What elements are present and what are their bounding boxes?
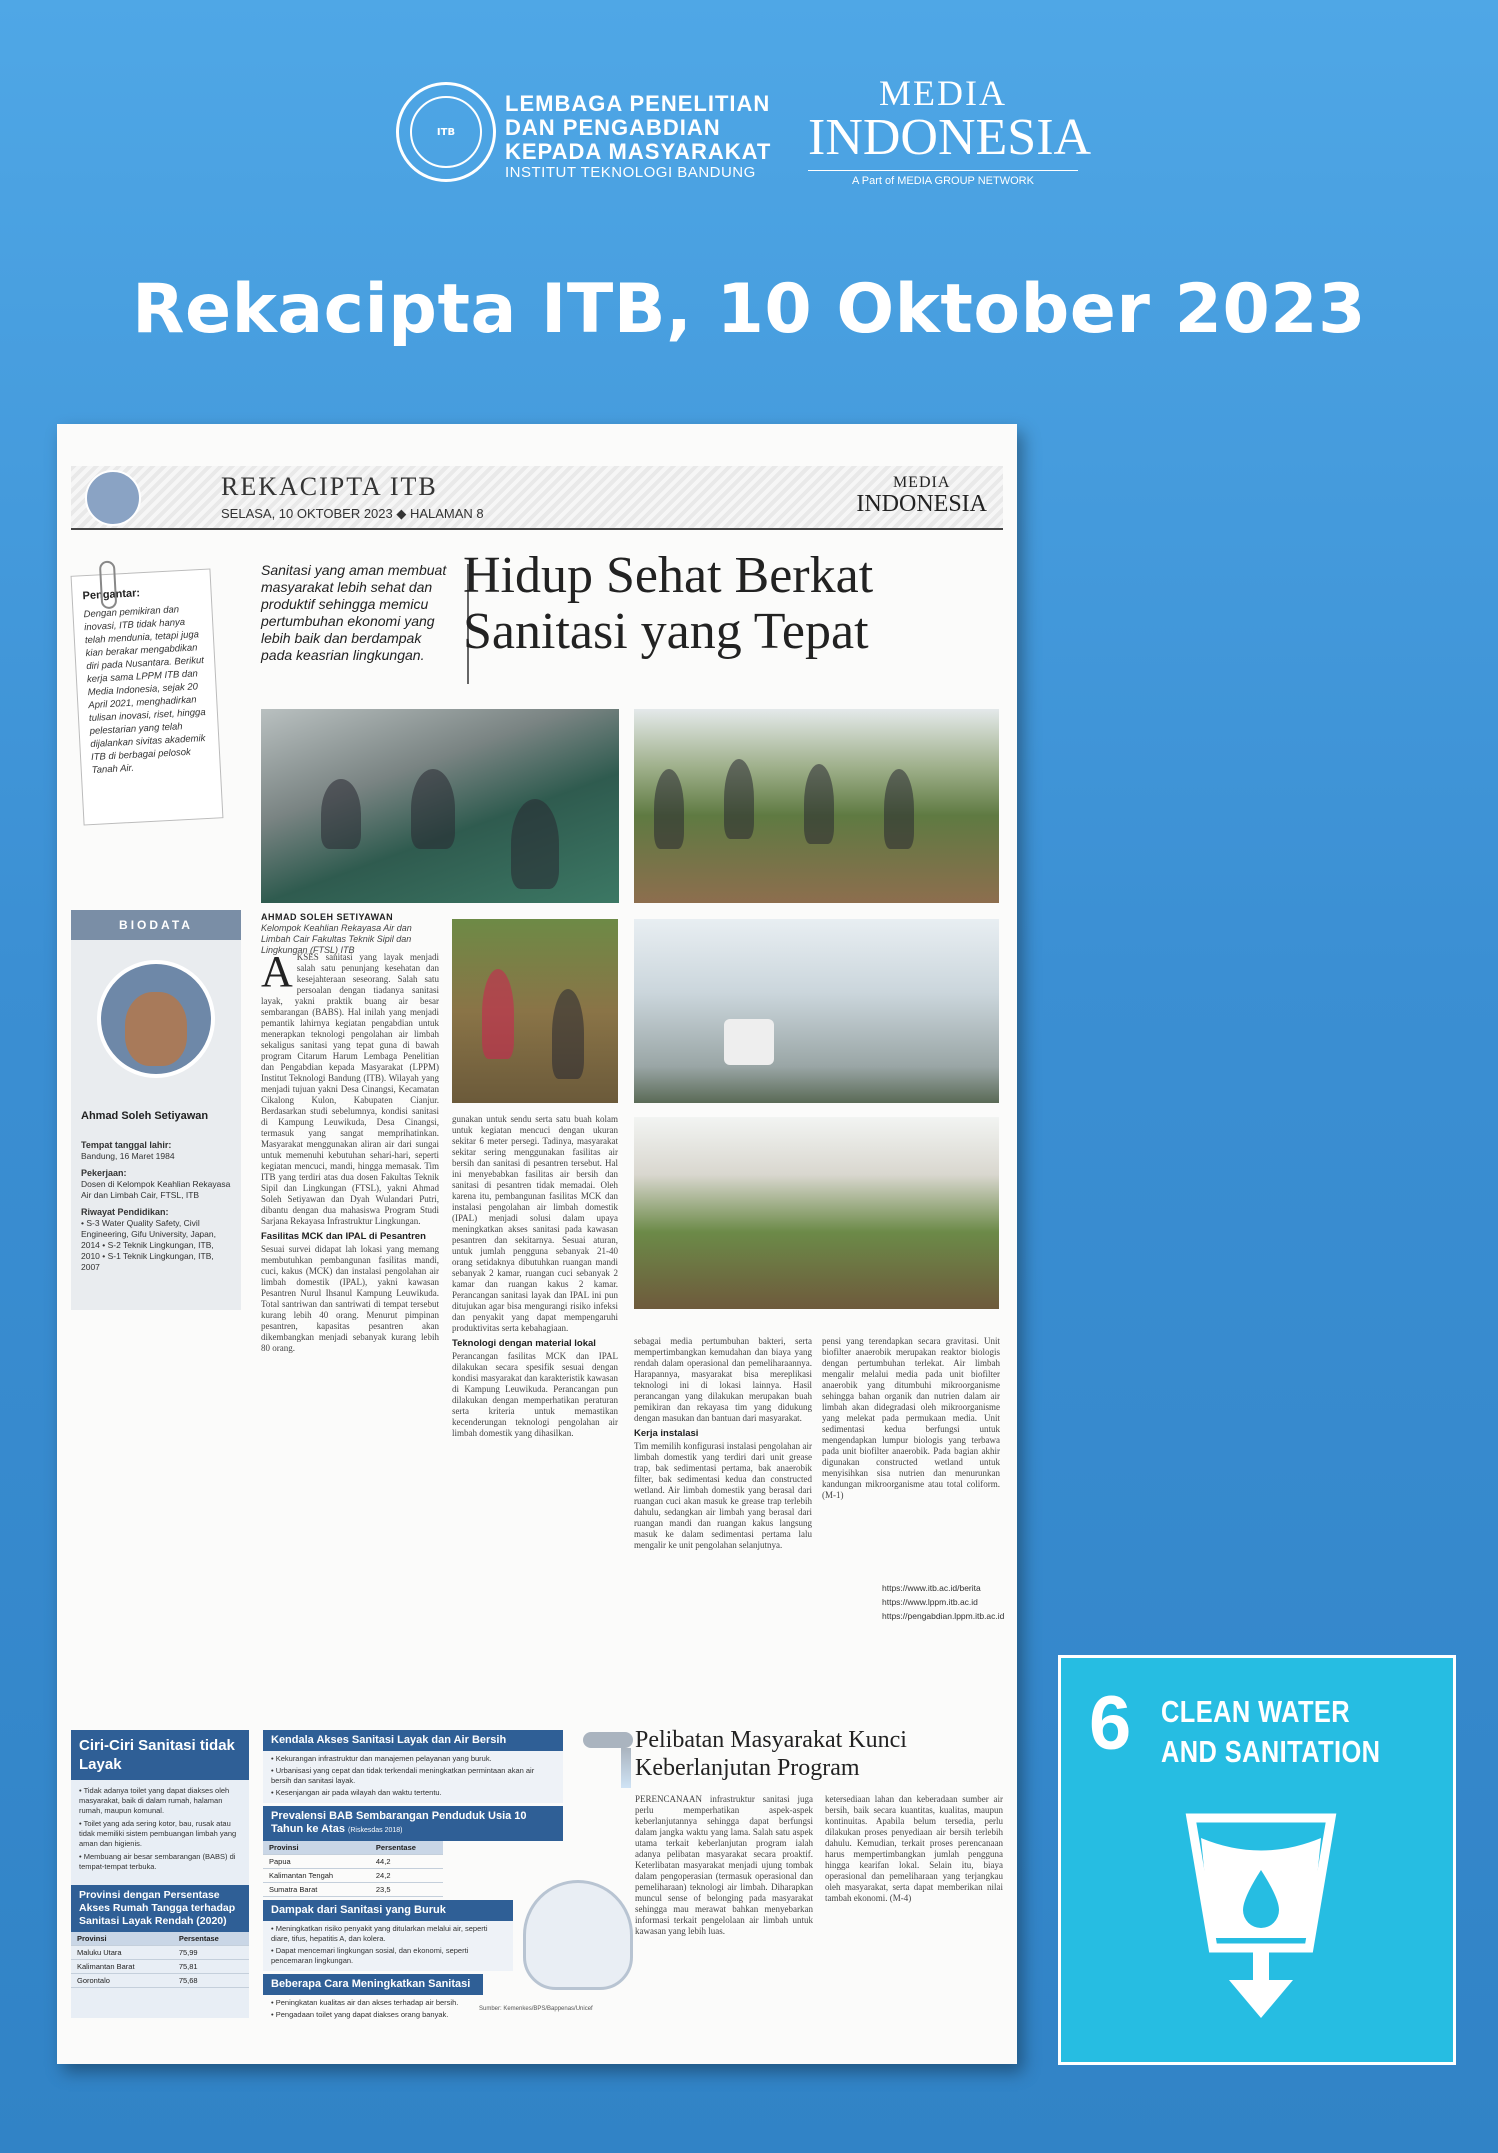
byline-affiliation: Kelompok Keahlian Rekayasa Air dan Limbah Cair Fakultas Teknik Sipil dan Lingkungan (FTSL) ITB	[261, 923, 412, 955]
sdg-number: 6	[1089, 1681, 1132, 1766]
water-tap-icon	[583, 1732, 633, 1792]
photo-figure	[804, 764, 834, 844]
dateline: SELASA, 10 OKTOBER 2023 ◆ HALAMAN 8	[221, 506, 484, 521]
biodata-heading: BIODATA	[71, 910, 241, 940]
photo-figure	[511, 799, 559, 889]
article-column-2	[452, 1114, 618, 1697]
info-source: Sumber: Kemenkes/BPS/Bappenas/Unicef	[479, 2006, 593, 2012]
kendala-title: Kendala Akses Sanitasi Layak dan Air Bersih	[263, 1730, 563, 1751]
table-row: Sumatra Barat 23,5	[263, 1883, 443, 1897]
col4-text: pensi yang terendapkan secara gravitasi. Unit biofilter anaerobik merupakan reaktor biologis dengan pertumbuhan terlekat. Air limbah mengalir melalui media pada unit biofilter anaerobik yang ditumbuhi mikroorganisme sehingga bahan organik dan nutrien dalam air limbah akan didegradasi oleh mikroorganisme yang melekat pada permukaan media. Unit sedimentasi kedua berfungsi untuk mengendapkan lumpur biologis yang terbawa pada unit biofilter anaerobik. Pada bagian akhir digunakan constructed wetland untuk menyisihkan sisa nutrien dan menurunkan kandungan mikroorganisme atau total coliform. (M-1)	[822, 1336, 1000, 1500]
photo-figure	[654, 769, 684, 849]
bio-edu-label: Riwayat Pendidikan:	[81, 1207, 169, 1217]
article-column-4	[822, 1336, 1000, 1576]
header-logos	[0, 70, 1498, 190]
pelibatan-column-1: PERENCANAAN infrastruktur sanitasi juga perlu memperhatikan aspek-aspek keberlanjutannya sehingga dapat berfungsi dalam jangka waktu yang lama. Salah satu aspek utama terkait keberlanjutan program ialah adanya pelibatan masyarakat secara proaktif. Keterlibatan masyarakat menjadi ujung tombak dalam pengoperasian (termasuk operasional dan pemeliharaan) teknologi air limbah. Diharapkan muncul sense of belonging pada masyarakat sehingga mau merawat bahkan menyebarkan informasi terkait pengelolaan air limbah untuk kawasan yang lebih luas.	[635, 1794, 813, 1936]
newspaper-page	[57, 424, 1017, 2064]
table-header: Provinsi	[71, 1932, 173, 1946]
table-header: Persentase	[173, 1932, 249, 1946]
masthead-media-top: MEDIA	[892, 474, 951, 491]
babs-title-text: Prevalensi BAB Sembarangan Penduduk Usia 10 Tahun ke Atas	[271, 1810, 527, 1835]
dampak-title: Dampak dari Sanitasi yang Buruk	[263, 1900, 513, 1921]
article-column-1	[261, 952, 439, 1697]
squat-toilet-icon	[523, 1880, 633, 1990]
table-header-row	[263, 1841, 443, 1855]
photo-facility-building	[634, 1117, 999, 1309]
photo-figure	[411, 769, 455, 849]
col3-subhead: Kerja instalasi	[634, 1428, 699, 1439]
itb-seal-inner: ITB	[410, 96, 482, 168]
photo-site-visit	[634, 709, 999, 903]
masthead-media-logo	[856, 474, 987, 516]
byline-name: AHMAD SOLEH SETIYAWAN	[261, 912, 394, 922]
list-item: • Dapat mencemari lingkungan sosial, dan ekonomi, seperti pencemaran lingkungan.	[271, 1946, 469, 1965]
sdg6-card	[1058, 1655, 1456, 2065]
section-name: REKACIPTA ITB	[221, 472, 438, 501]
byline	[261, 912, 441, 956]
dampak-list	[263, 1921, 513, 1971]
prov-title: Provinsi dengan Persentase Akses Rumah Tangga terhadap Sanitasi Layak Rendah (2020)	[71, 1885, 249, 1932]
list-item: • Meningkatkan risiko penyakit yang ditularkan melalui air, seperti diare, tifus, hepatitis A, dan kolera.	[271, 1924, 488, 1943]
list-item: • Peningkatan kualitas air dan akses terhadap air bersih.	[271, 1998, 459, 2007]
lppm-line3: KEPADA MASYARAKAT	[505, 139, 772, 164]
photo-figure	[724, 759, 754, 839]
photo-washroom	[634, 919, 999, 1103]
infographic-left	[71, 1730, 249, 2018]
photo-bucket	[724, 1019, 774, 1065]
table-row: Gorontalo 75,68	[71, 1974, 249, 1988]
bio-birth-label: Tempat tanggal lahir:	[81, 1140, 172, 1150]
note-body: Dengan pemikiran dan inovasi, ITB tidak hanya telah mendunia, tetapi juga kian berakar mengabdikan diri pada Nusantara. Berikut kerja sama LPPM ITB dan Media Indonesia, sejak 20 April 2021, menghadirkan tulisan inovasi, riset, hingga pelestarian yang telah dijalankan sivitas akademik ITB di berbagai pelosok Tanah Air.	[83, 604, 206, 776]
dropcap: A	[261, 952, 293, 996]
list-item: • Kekurangan infrastruktur dan manajemen pelayanan yang buruk.	[271, 1754, 492, 1763]
col1-text: KSES sanitasi yang layak menjadi salah satu penunjang kesehatan dan kesejahteraan seseorang. Salah satu persoalan dengan tiadanya sanitasi layak, yakni praktik buang air besar sembarangan (BABS). Hal inilah yang menjadi pemantik lahirnya kegiatan pengabdian untuk menerapkan teknologi pengolahan air limbah sekaligus sanitasi yang tepat guna di bawah program Citarum Harum Lembaga Penelitian dan Pengabdian kepada Masyarakat (LPPM) Institut Teknologi Bandung (ITB). Wilayah yang menjadi tujuan yakni Desa Cinangsi, Kecamatan Cikalong Kulon, Kabupaten Cianjur. Berdasarkan studi sebelumnya, kondisi sanitasi di Kampung Leuwikuda, Desa Cinangsi, termasuk yang sangat memprihatinkan. Masyarakat menggunakan aliran air dari sungai untuk memenuhi kebutuhan sehari-hari, seperti kegiatan mencuci, mandi, hingga memasak. Tim ITB yang terdiri atas dua dosen Fakultas Teknik Sipil dan Lingkungan (FTSL), yakni Ahmad Soleh Setiyawan dan Dyah Wulandari Putri, dibantu dengan dua mahasiswa Program Studi Sarjana Rekayasa Infrastruktur Lingkungan.	[261, 952, 439, 1226]
babs-note: (Riskesdas 2018)	[348, 1827, 403, 1834]
paperclip-icon	[99, 560, 117, 609]
itb-masthead-seal-icon	[85, 470, 141, 526]
sdg-label	[1161, 1692, 1380, 1772]
list-item: • Membuang air besar sembarangan (BABS) di tempat-tempat terbuka.	[79, 1852, 236, 1871]
link-item[interactable]: https://www.lppm.itb.ac.id	[882, 1597, 978, 1607]
article-column-3	[634, 1336, 812, 1701]
col2-subhead: Teknologi dengan material lokal	[452, 1338, 596, 1349]
col2-text: gunakan untuk sendu serta satu buah kolam untuk kegiatan mencuci dengan ukuran sekitar 6 meter persegi. Tadinya, masyarakat sekitar sering menggunakan fasilitas air bersih dan sanitasi di pesantren tersebut. Hal ini menyebabkan fasilitas air bersih dan sanitasi di pesantren tidak memadai. Oleh karena itu, pembangunan fasilitas MCK dan instalasi pengolahan air limbah domestik (IPAL) menjadi solusi dalam upaya meningkatkan akses sanitasi pada kawasan pesantren dan sekitarnya. Sesuai aturan, untuk jumlah pengguna sebanyak 21-40 orang setidaknya dibutuhkan ruangan mandi sebanyak 2 kamar, ruangan cuci sebanyak 2 kamar dan ruangan kakus 2 kamar. Perancangan sanitasi layak dan IPAL ini pun ditujukan agar bisa mengurangi risiko infeksi dan penyakit yang dapat mempengaruhi produktivitas serta kebahagiaan.	[452, 1114, 618, 1333]
cara-title: Beberapa Cara Meningkatkan Sanitasi	[263, 1974, 483, 1995]
reference-links	[882, 1581, 1005, 1623]
table-header: Provinsi	[263, 1841, 370, 1855]
pelibatan-title: Pelibatan Masyarakat Kunci Keberlanjutan Program	[635, 1727, 907, 1781]
list-item: • Pengadaan toilet yang dapat diakses orang banyak.	[271, 2010, 449, 2019]
pelibatan-column-2: ketersediaan lahan dan keberadaan sumber air bersih, baik secara kuantitas, kualitas, maupun kontinuitas. Apabila belum tersedia, perlu dilakukan proses penyediaan air bersih terlebih dahulu. Kemudian, terkait proses perencanaan harus mempertimbangkan jumlah pengguna hingga kearifan lokal. Selain itu, biaya operasional dan pemeliharaan yang terjangkau oleh masyarakat, serta dapat memberikan nilai tambah ekonomi. (M-4)	[825, 1794, 1003, 1903]
article-title: Hidup Sehat Berkat Sanitasi yang Tepat	[463, 547, 874, 660]
lppm-line2: DAN PENGABDIAN	[505, 115, 721, 140]
table-header: Persentase	[370, 1841, 443, 1855]
media-logo-tagline: A Part of MEDIA GROUP NETWORK	[808, 170, 1078, 187]
bio-details	[81, 1134, 231, 1273]
info-left-title: Ciri-Ciri Sanitasi tidak Layak	[71, 1730, 249, 1780]
table-row: Kalimantan Barat 75,81	[71, 1960, 249, 1974]
link-item[interactable]: https://www.itb.ac.id/berita	[882, 1583, 981, 1593]
col3-text2: Tim memilih konfigurasi instalasi pengolahan air limbah domestik yang terdiri dari unit grease trap, bak sedimentasi pertama, bak anaerobik filter, bak sedimentasi kedua dan constructed wetland. Air limbah domestik yang berasal dari ruangan cuci akan masuk ke grease trap terlebih dahulu, sedangkan air limbah yang berasal dari ruangan mandi dan ruangan kakus langsung masuk ke dalam sedimentasi pertama lalu mengalir ke unit pengolahan selanjutnya.	[634, 1441, 812, 1550]
lppm-line1: LEMBAGA PENELITIAN	[505, 91, 771, 116]
sdg-label-line1: CLEAN WATER	[1161, 1694, 1351, 1729]
cara-list	[263, 1995, 493, 2025]
prov-table	[71, 1932, 249, 1988]
list-item: • Urbanisasi yang cepat dan tidak terkendali meningkatkan permintaan akan air bersih dan sanitasi layak.	[271, 1766, 535, 1785]
itb-seal-icon	[396, 82, 496, 182]
water-glass-icon	[1181, 1808, 1341, 2028]
info-left-list	[71, 1780, 249, 1881]
note-title: Pengantar:	[82, 587, 141, 603]
table-row: Maluku Utara 75,99	[71, 1946, 249, 1960]
lppm-logo-text	[505, 92, 771, 182]
list-item: • Tidak adanya toilet yang dapat diakses oleh masyarakat, baik di dalam rumah, halaman rumah, maupun komunal.	[79, 1786, 230, 1815]
masthead	[71, 466, 1003, 530]
media-logo-top: MEDIA	[879, 73, 1007, 113]
infographic-middle	[263, 1730, 633, 2020]
table-row: Papua 44,2	[263, 1855, 443, 1869]
col2-text2: Perancangan fasilitas MCK dan IPAL dilakukan secara spesifik sesuai dengan kondisi masyarakat dan karakteristik kawasan di Kampung Leuwikuda. Perancangan pun dilakukan dengan memperhatikan peraturan serta kriteria untuk memastikan kecenderungan teknologi pengolahan air limbah domestik yang dihasilkan.	[452, 1351, 618, 1438]
lede-text: Sanitasi yang aman membuat masyarakat lebih sehat dan produktif sehingga memicu pertumbuhan ekonomi yang lebih baik dan berdampak pada keasrian lingkungan.	[261, 562, 447, 663]
photo-figure	[321, 779, 361, 849]
bio-job-label: Pekerjaan:	[81, 1168, 127, 1178]
masthead-media-bottom: INDONESIA	[856, 491, 987, 517]
col1-text2: Sesuai survei didapat lah lokasi yang memang membutuhkan pembangunan fasilitas mandi, cuci, kakus (MCK) dan instalasi pengolahan air limbah domestik (IPAL), yakni kawasan Pesantren Nurul Ihsanul Kampung Leuwikuda. Total santriwan dan santriwati di tempat tersebut kurang lebih 40 orang. Menurut pimpinan pesantren, kapasitas pesantren akan dikembangkan menjadi sebanyak kurang lebih 80 orang.	[261, 1244, 439, 1353]
photo-figure	[552, 989, 584, 1079]
sdg-label-line2: AND SANITATION	[1161, 1734, 1381, 1769]
bio-name: Ahmad Soleh Setiyawan	[81, 1110, 209, 1122]
list-item: • Toilet yang ada sering kotor, bau, rusak atau tidak memiliki sistem pembuangan limbah yang aman dan higienis.	[79, 1819, 237, 1848]
col1-subhead: Fasilitas MCK dan IPAL di Pesantren	[261, 1231, 426, 1242]
intro-note	[71, 569, 224, 826]
babs-table	[263, 1841, 443, 1897]
media-indonesia-logo	[808, 73, 1092, 187]
photo-figure	[884, 769, 914, 849]
photo-community-meeting	[261, 709, 619, 903]
link-item[interactable]: https://pengabdian.lppm.itb.ac.id	[882, 1611, 1005, 1621]
kendala-list	[263, 1751, 563, 1803]
babs-title	[263, 1806, 563, 1841]
table-header-row	[71, 1932, 249, 1946]
avatar	[97, 960, 215, 1078]
col3-text: sebagai media pertumbuhan bakteri, serta mempertimbangkan kemudahan dan biaya yang rendah dalam operasional dan pemeliharaannya. Harapannya, masyarakat bisa mereplikasi teknologi ini di lokasi lainnya. Hasil perancangan yang dilakukan merupakan buah pemikiran dan rekayasa tim yang didukung dengan masukan dan bantuan dari masyarakat.	[634, 1336, 812, 1423]
biodata-box	[71, 910, 241, 1310]
photo-figure	[482, 969, 514, 1059]
lppm-line4: INSTITUT TEKNOLOGI BANDUNG	[505, 164, 756, 181]
page-headline: Rekacipta ITB, 10 Oktober 2023	[132, 270, 1366, 349]
photo-construction	[452, 919, 618, 1103]
list-item: • Kesenjangan air pada wilayah dan waktu tertentu.	[271, 1788, 442, 1797]
bio-job: Dosen di Kelompok Keahlian Rekayasa Air dan Limbah Cair, FTSL, ITB	[81, 1179, 231, 1200]
bio-edu: • S-3 Water Quality Safety, Civil Engineering, Gifu University, Japan, 2014 • S-2 Teknik Lingkungan, ITB, 2010 • S-1 Teknik Lingkungan, ITB, 2007	[81, 1218, 216, 1272]
media-logo-bottom: INDONESIA	[808, 109, 1092, 166]
avatar-face	[125, 992, 187, 1066]
bio-birth: Bandung, 16 Maret 1984	[81, 1151, 175, 1161]
table-row: Kalimantan Tengah 24,2	[263, 1869, 443, 1883]
